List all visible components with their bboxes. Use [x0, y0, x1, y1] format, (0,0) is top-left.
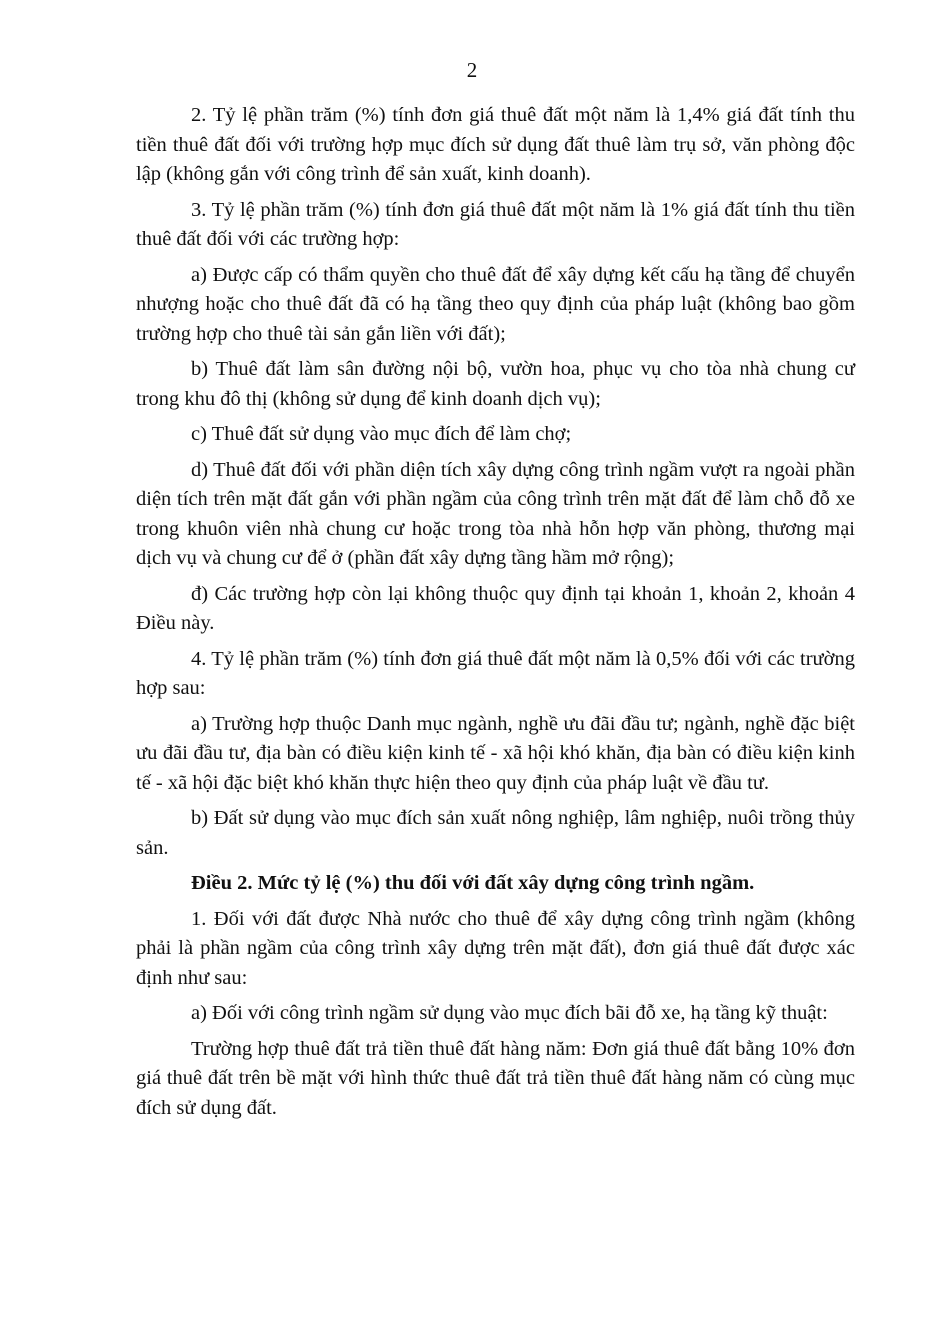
paragraph-clause-3b: b) Thuê đất làm sân đường nội bộ, vườn hoa, phục vụ cho tòa nhà chung cư trong khu đô thị (không sử dụng để kinh doanh dịch vụ);	[136, 358, 855, 410]
page-number: 2	[466, 58, 478, 82]
paragraph-clause-4a: a) Trường hợp thuộc Danh mục ngành, nghề ưu đãi đầu tư; ngành, nghề đặc biệt ưu đãi đầu tư, địa bàn có điều kiện kinh tế - xã hội khó khăn, địa bàn có điều kiện kinh tế - xã hội đặc biệt khó khăn thực hiện theo quy định của pháp luật về đầu tư.	[136, 712, 855, 794]
paragraph-clause-3dd: đ) Các trường hợp còn lại không thuộc quy định tại khoản 1, khoản 2, khoản 4 Điều này.	[136, 582, 855, 634]
article-2-heading: Điều 2. Mức tỷ lệ (%) thu đối với đất xây dựng công trình ngầm.	[191, 872, 755, 894]
document-body	[136, 101, 855, 1129]
paragraph-article-2-clause-1a: a) Đối với công trình ngầm sử dụng vào mục đích bãi đỗ xe, hạ tầng kỹ thuật:	[191, 1002, 828, 1024]
paragraph-clause-3: 3. Tỷ lệ phần trăm (%) tính đơn giá thuê đất một năm là 1% giá đất tính thu tiền thuê đất đối với các trường hợp:	[136, 198, 855, 250]
paragraph-clause-4: 4. Tỷ lệ phần trăm (%) tính đơn giá thuê đất một năm là 0,5% đối với các trường hợp sau:	[136, 647, 855, 699]
paragraph-article-2-clause-1: 1. Đối với đất được Nhà nước cho thuê để xây dựng công trình ngầm (không phải là phần ngầm của công trình xây dựng trên mặt đất), đơn giá thuê đất được xác định như sau:	[136, 907, 855, 989]
paragraph-clause-3c: c) Thuê đất sử dụng vào mục đích để làm chợ;	[191, 423, 572, 445]
paragraph-article-2-annual-lease: Trường hợp thuê đất trả tiền thuê đất hàng năm: Đơn giá thuê đất bằng 10% đơn giá thuê đất trên bề mặt với hình thức thuê đất trả tiền thuê đất hàng năm có cùng mục đích sử dụng đất.	[136, 1037, 855, 1119]
paragraph-clause-2: 2. Tỷ lệ phần trăm (%) tính đơn giá thuê đất một năm là 1,4% giá đất tính thu tiền thuê đất đối với trường hợp mục đích sử dụng đất thuê làm trụ sở, văn phòng độc lập (không gắn với công trình để sản xuất, kinh doanh).	[136, 104, 855, 185]
paragraph-clause-3a: a) Được cấp có thẩm quyền cho thuê đất để xây dựng kết cấu hạ tầng để chuyển nhượng hoặc cho thuê đất đã có hạ tầng theo quy định của pháp luật (không bao gồm trường hợp cho thuê tài sản gắn liền với đất);	[136, 263, 855, 345]
paragraph-clause-4b: b) Đất sử dụng vào mục đích sản xuất nông nghiệp, lâm nghiệp, nuôi trồng thủy sản.	[136, 807, 855, 859]
paragraph-clause-3d: d) Thuê đất đối với phần diện tích xây dựng công trình ngầm vượt ra ngoài phần diện tích trên mặt đất gắn với phần ngầm của công trình trên mặt đất để làm chỗ đỗ xe trong khuôn viên nhà chung cư hoặc trong tòa nhà hỗn hợp văn phòng, thương mại dịch vụ và chung cư để ở (phần đất xây dựng tầng hầm mở rộng);	[136, 458, 855, 569]
